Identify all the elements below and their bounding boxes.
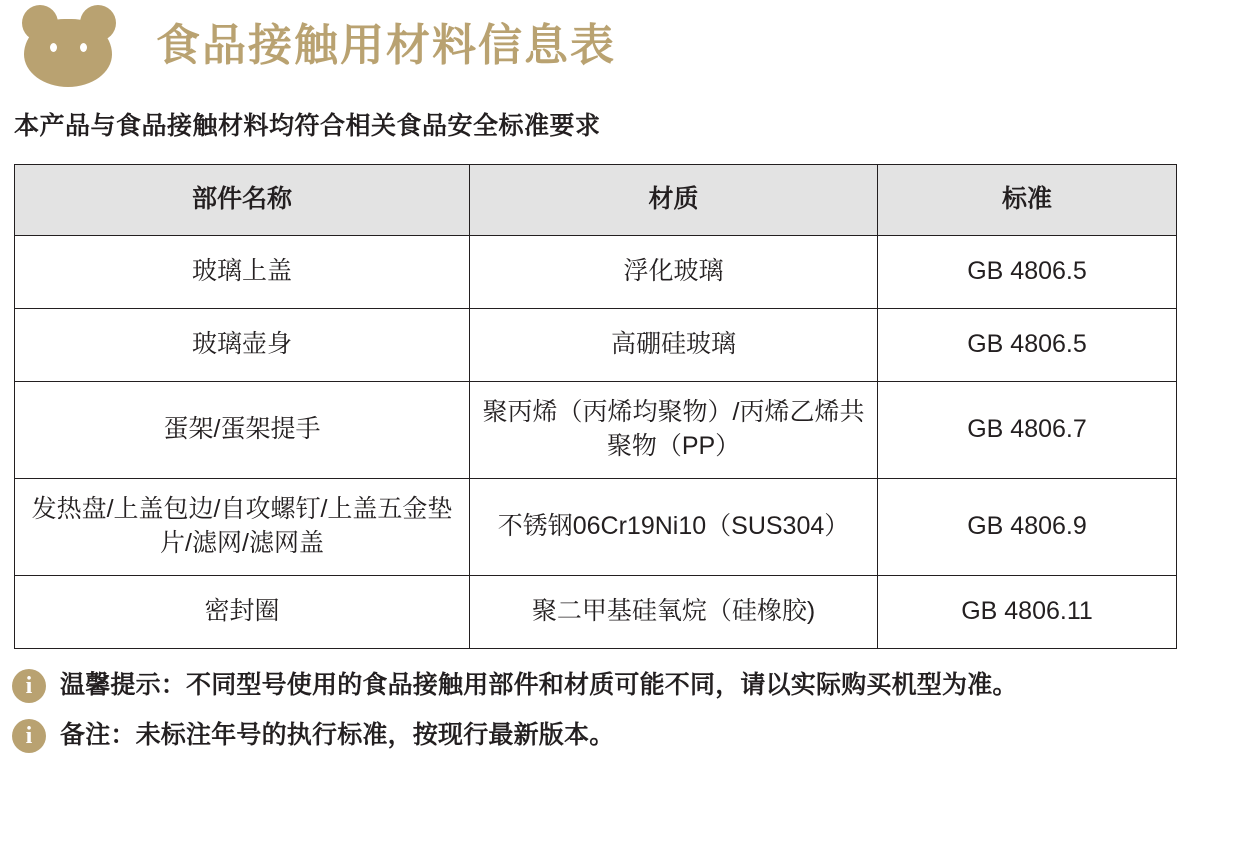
note-tip-text: 温馨提示：不同型号使用的食品接触用部件和材质可能不同，请以实际购买机型为准。 — [60, 671, 1018, 699]
cell-material: 浮化玻璃 — [470, 236, 878, 309]
notes-section — [12, 667, 1231, 754]
cell-part: 蛋架/蛋架提手 — [15, 382, 470, 479]
bear-head-icon — [24, 19, 112, 87]
cell-standard: GB 4806.11 — [878, 576, 1177, 649]
table-row — [15, 479, 1177, 576]
column-header-part: 部件名称 — [15, 165, 470, 236]
cell-standard: GB 4806.7 — [878, 382, 1177, 479]
note-remark — [12, 717, 1231, 753]
column-header-standard: 标准 — [878, 165, 1177, 236]
cell-part: 玻璃上盖 — [15, 236, 470, 309]
cell-standard: GB 4806.5 — [878, 309, 1177, 382]
page-subtitle: 本产品与食品接触材料均符合相关食品安全标准要求 — [14, 112, 601, 140]
table-header-row — [15, 165, 1177, 236]
table-row — [15, 236, 1177, 309]
page-title: 食品接触用材料信息表 — [156, 21, 616, 70]
column-header-material: 材质 — [470, 165, 878, 236]
cell-material: 聚丙烯（丙烯均聚物）/丙烯乙烯共聚物（PP） — [470, 382, 878, 479]
cell-standard: GB 4806.9 — [878, 479, 1177, 576]
info-icon: i — [12, 719, 46, 753]
bear-logo — [18, 3, 122, 89]
material-info-table — [14, 164, 1177, 649]
bear-eye-right-icon — [80, 43, 87, 52]
note-remark-text: 备注：未标注年号的执行标准，按现行最新版本。 — [60, 721, 615, 750]
info-icon: i — [12, 669, 46, 703]
cell-material: 聚二甲基硅氧烷（硅橡胶) — [470, 576, 878, 649]
cell-material: 高硼硅玻璃 — [470, 309, 878, 382]
cell-standard: GB 4806.5 — [878, 236, 1177, 309]
cell-part: 密封圈 — [15, 576, 470, 649]
cell-part: 发热盘/上盖包边/自攻螺钉/上盖五金垫片/滤网/滤网盖 — [15, 479, 470, 576]
table-row — [15, 382, 1177, 479]
table-row — [15, 309, 1177, 382]
cell-material: 不锈钢06Cr19Ni10（SUS304） — [470, 479, 878, 576]
note-tip — [12, 667, 1231, 703]
cell-part: 玻璃壶身 — [15, 309, 470, 382]
bear-eye-left-icon — [50, 43, 57, 52]
document-header — [10, 0, 1231, 92]
table-row — [15, 576, 1177, 649]
